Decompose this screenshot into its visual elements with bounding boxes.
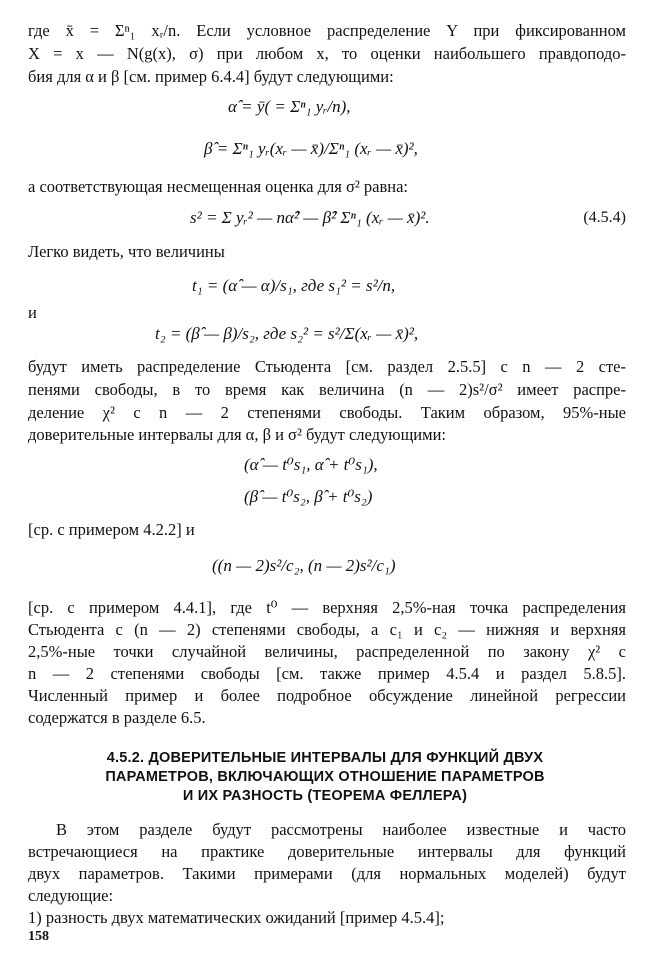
text-line: двух параметров. Такими примерами (для нормальных моделей) будут: [28, 864, 626, 883]
text-line: [ср. с примером 4.2.2] и: [28, 520, 195, 539]
text-line: доверительные интервалы для α, β и σ² будут следующими:: [28, 425, 446, 444]
text-line: а соответствующая несмещенная оценка для σ² равна:: [28, 177, 409, 196]
interval-alpha: (α̂ — t⁰s₁, α̂ + t⁰s₁),: [244, 455, 378, 474]
section-heading: И ИХ РАЗНОСТЬ (ТЕОРЕМА ФЕЛЛЕРА): [182, 788, 468, 804]
interval-beta: (β̂ — t⁰s₂, β̂ + t⁰s₂): [244, 487, 373, 506]
formula-beta-hat: β̂ = Σⁿ₁ yᵣ(xᵣ — x̄)/Σⁿ₁ (xᵣ — x̄)²,: [204, 139, 418, 158]
text-line: Стьюдента с (n — 2) степенями свободы, а c₁ и c₂ — нижняя и верхняя: [28, 620, 626, 639]
equation-number: (4.5.4): [583, 209, 626, 226]
text-line: где x̄ = Σⁿ₁ xᵣ/n. Если условное распределение Y при фиксированном: [28, 21, 626, 40]
page-number: 158: [28, 929, 49, 944]
text-line: содержатся в разделе 6.5.: [28, 708, 206, 727]
text-line: Численный пример и более подробное обсуждение линейной регрессии: [28, 686, 626, 705]
formula-alpha-hat: α̂ = ȳ( = Σⁿ₁ yᵣ/n),: [228, 97, 351, 116]
text-line: следующие:: [28, 886, 114, 905]
text-line: X = x — N(g(x), σ) при любом x, то оценки наибольшего правдоподо-: [28, 44, 626, 63]
text-line: Легко видеть, что величины: [28, 242, 225, 261]
text-line: n — 2 степенями свободы [см. также пример 4.5.4 и раздел 5.8.5].: [28, 664, 626, 683]
text-line: 2,5%-ные точки случайной величины, распределенной по закону χ² с: [28, 642, 626, 661]
formula-t1: t₁ = (α̂ — α)/s₁, где s₁² = s²/n,: [192, 276, 396, 295]
text-line: и: [28, 303, 37, 322]
text-line: [ср. с примером 4.4.1], где t⁰ — верхняя 2,5%-ная точка распределения: [28, 598, 626, 617]
section-heading: ПАРАМЕТРОВ, ВКЛЮЧАЮЩИХ ОТНОШЕНИЕ ПАРАМЕТРОВ: [105, 769, 545, 785]
formula-s2: s² = Σ yᵣ² — nα̂² — β̂² Σⁿ₁ (xᵣ — x̄)².: [190, 208, 430, 227]
formula-t2: t₂ = (β̂ — β)/s₂, где s₂² = s²/Σ(xᵣ — x̄)²,: [155, 324, 419, 343]
text-line: деление χ² с n — 2 степенями свободы. Таким образом, 95%-ные: [28, 403, 626, 422]
text-line: встречающиеся на практике доверительные интервалы для функций: [28, 842, 626, 861]
text-line: пенями свободы, в то время как величина (n — 2)s²/σ² имеет распре-: [28, 380, 626, 399]
text-line: В этом разделе будут рассмотрены наиболее известные и часто: [56, 820, 626, 839]
list-item: 1) разность двух математических ожиданий [пример 4.5.4];: [28, 908, 445, 927]
text-line: будут иметь распределение Стьюдента [см. раздел 2.5.5] с n — 2 сте-: [28, 357, 626, 376]
interval-sigma: ((n — 2)s²/c₂, (n — 2)s²/c₁): [212, 556, 396, 575]
section-heading: 4.5.2. ДОВЕРИТЕЛЬНЫЕ ИНТЕРВАЛЫ ДЛЯ ФУНКЦИЙ ДВУХ: [106, 750, 544, 766]
text-line: бия для α и β [см. пример 6.4.4] будут следующими:: [28, 67, 394, 86]
